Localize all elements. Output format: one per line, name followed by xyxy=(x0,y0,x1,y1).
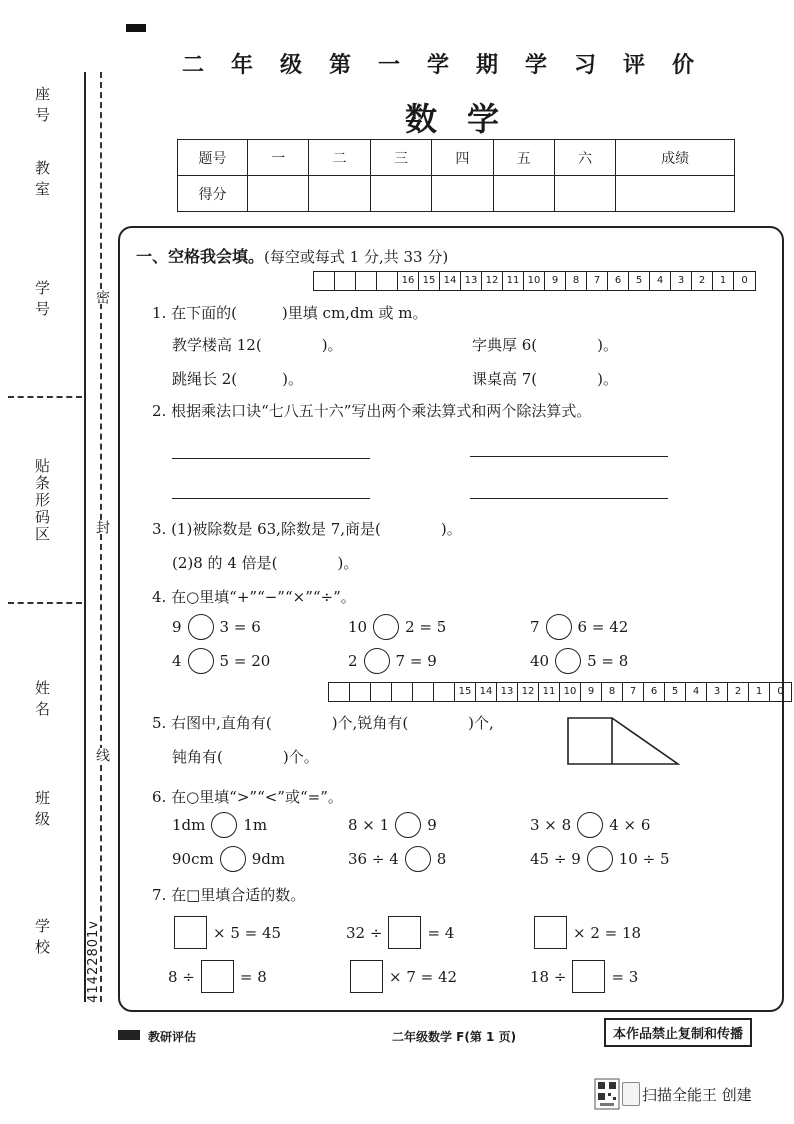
score-header-cell: 成绩 xyxy=(616,140,735,176)
qr-code-icon xyxy=(594,1078,620,1110)
answer-box[interactable] xyxy=(174,916,207,949)
q4-item xyxy=(172,648,270,674)
q6-right: 8 xyxy=(436,850,447,868)
q7-item xyxy=(346,916,454,949)
q6-left: 45 ÷ 9 xyxy=(530,850,581,868)
score-header-cell: 题号 xyxy=(178,140,248,176)
answer-line[interactable] xyxy=(470,456,668,457)
ruler-cell xyxy=(356,272,377,290)
q4-left: 4 xyxy=(172,652,182,670)
q6-left: 3 × 8 xyxy=(530,816,572,834)
compare-circle[interactable] xyxy=(220,846,246,872)
exam-title: 二年级第一学期学习评价 xyxy=(182,53,722,78)
q1-item-b: 字典厚 6( )。 xyxy=(472,336,619,354)
q6-item xyxy=(530,812,650,838)
score-header-cell: 四 xyxy=(432,140,493,176)
q6-item xyxy=(530,846,670,872)
seal-char-mi: 密 xyxy=(94,290,110,304)
q4-item xyxy=(348,648,437,674)
answer-box[interactable] xyxy=(350,960,383,993)
answer-box[interactable] xyxy=(388,916,421,949)
seal-char-feng: 封 xyxy=(94,520,110,534)
score-cell[interactable] xyxy=(493,176,554,212)
score-cell[interactable] xyxy=(309,176,370,212)
q6-item xyxy=(348,846,446,872)
ruler-cell: 4 xyxy=(650,272,671,290)
ruler-cell: 5 xyxy=(629,272,650,290)
q4-right: 5 = 8 xyxy=(587,652,629,670)
answer-box[interactable] xyxy=(201,960,234,993)
ruler-cell: 15 xyxy=(455,683,476,701)
q4-right: 6 = 42 xyxy=(577,618,629,636)
q6-right: 9dm xyxy=(251,850,286,868)
classroom-label: 教室 xyxy=(33,160,51,202)
footer-logo-mark xyxy=(118,1030,140,1040)
ruler-cell: 1 xyxy=(749,683,770,701)
margin-line-dashed xyxy=(100,72,102,1002)
q6-right: 10 ÷ 5 xyxy=(618,850,670,868)
ruler-cell: 14 xyxy=(476,683,497,701)
q7-right: = 3 xyxy=(611,967,639,986)
ruler-cell: 6 xyxy=(608,272,629,290)
compare-circle[interactable] xyxy=(587,846,613,872)
ruler-cell: 3 xyxy=(707,683,728,701)
q7-stem: 7. 在□里填合适的数。 xyxy=(152,886,306,904)
score-header-cell: 一 xyxy=(248,140,309,176)
compare-circle[interactable] xyxy=(211,812,237,838)
class-label: 班级 xyxy=(33,790,51,832)
ruler-cell: 2 xyxy=(692,272,713,290)
ruler-cell xyxy=(377,272,398,290)
answer-box[interactable] xyxy=(572,960,605,993)
q4-right: 7 = 9 xyxy=(395,652,437,670)
q7-right: × 5 = 45 xyxy=(213,923,282,942)
q1-item-d: 课桌高 7( )。 xyxy=(472,370,619,388)
ruler-cell: 2 xyxy=(728,683,749,701)
operator-circle[interactable] xyxy=(188,648,214,674)
q2-stem: 2. 根据乘法口诀“七八五十六”写出两个乘法算式和两个除法算式。 xyxy=(152,402,592,420)
q6-right: 1m xyxy=(243,816,268,834)
ruler-strip xyxy=(313,271,756,291)
score-cell[interactable] xyxy=(248,176,309,212)
name-label: 姓名 xyxy=(33,680,51,722)
ruler-cell: 16 xyxy=(398,272,419,290)
q3-part-2: (2)8 的 4 倍是( )。 xyxy=(172,554,359,572)
q5-line-2: 钝角有( )个。 xyxy=(172,748,319,766)
q6-item xyxy=(172,846,285,872)
operator-circle[interactable] xyxy=(373,614,399,640)
operator-circle[interactable] xyxy=(555,648,581,674)
ruler-cell xyxy=(329,683,350,701)
q4-right: 3 = 6 xyxy=(219,618,261,636)
serial-number: 41422801v xyxy=(86,920,101,1003)
footer-publisher: 教研评估 xyxy=(148,1030,197,1044)
ruler-cell: 10 xyxy=(560,683,581,701)
ruler-cell: 3 xyxy=(671,272,692,290)
score-row-label: 得分 xyxy=(178,176,248,212)
q4-stem: 4. 在○里填“+”“−”“×”“÷”。 xyxy=(152,588,356,606)
q7-left: 32 ÷ xyxy=(346,923,383,942)
score-header-cell: 六 xyxy=(554,140,615,176)
q6-left: 8 × 1 xyxy=(348,816,390,834)
ruler-cell: 9 xyxy=(545,272,566,290)
ruler-cell: 7 xyxy=(587,272,608,290)
seal-char-xian: 线 xyxy=(94,748,110,762)
q7-item xyxy=(174,916,281,949)
q6-right: 4 × 6 xyxy=(609,816,651,834)
q6-item xyxy=(172,812,267,838)
ruler-cell: 12 xyxy=(482,272,503,290)
q4-left: 2 xyxy=(348,652,358,670)
operator-circle[interactable] xyxy=(546,614,572,640)
q6-left: 90cm xyxy=(172,850,214,868)
margin-line-outer xyxy=(84,72,86,1002)
student-no-label: 学号 xyxy=(33,280,51,322)
q4-right: 2 = 5 xyxy=(405,618,447,636)
q4-right: 5 = 20 xyxy=(219,652,271,670)
q6-right: 9 xyxy=(427,816,437,834)
ruler-cell xyxy=(413,683,434,701)
ruler-cell xyxy=(350,683,371,701)
q3-part-1: 3. (1)被除数是 63,除数是 7,商是( )。 xyxy=(152,520,462,538)
score-cell[interactable] xyxy=(432,176,493,212)
ruler-cell: 6 xyxy=(644,683,665,701)
q7-right: = 8 xyxy=(239,967,267,986)
barcode-label: 贴条形码区 xyxy=(33,458,51,543)
score-header-cell: 五 xyxy=(493,140,554,176)
trapezoid-figure xyxy=(566,716,682,766)
copyright-notice: 本作品禁止复制和传播 xyxy=(604,1018,752,1047)
q4-item xyxy=(172,614,261,640)
section-heading xyxy=(136,244,448,267)
ruler-cell: 11 xyxy=(539,683,560,701)
q4-left: 7 xyxy=(530,618,540,636)
ruler-cell: 11 xyxy=(503,272,524,290)
ruler-cell: 8 xyxy=(602,683,623,701)
compare-circle[interactable] xyxy=(405,846,431,872)
q7-left: 8 ÷ xyxy=(168,967,195,986)
subject-title: 数学 xyxy=(405,100,530,138)
school-label: 学校 xyxy=(33,918,51,960)
ruler-cell xyxy=(314,272,335,290)
score-header-cell: 三 xyxy=(370,140,431,176)
q7-item xyxy=(534,916,641,949)
ruler-cell xyxy=(434,683,455,701)
footer-page-info: 二年级数学 F(第 1 页) xyxy=(392,1030,517,1044)
score-cell[interactable] xyxy=(554,176,615,212)
section-note: (每空或每式 1 分,共 33 分) xyxy=(264,248,449,266)
ruler-cell xyxy=(371,683,392,701)
trapezoid-outline xyxy=(568,718,678,764)
ruler-cell: 5 xyxy=(665,683,686,701)
q4-item xyxy=(348,614,446,640)
ruler-cell: 0 xyxy=(777,686,784,697)
q7-item xyxy=(350,960,457,993)
ruler-cell: 0 xyxy=(741,275,748,286)
q4-item xyxy=(530,648,628,674)
q4-left: 40 xyxy=(530,652,550,670)
operator-circle[interactable] xyxy=(364,648,390,674)
score-cell[interactable] xyxy=(370,176,431,212)
q5-line-1: 5. 右图中,直角有( )个,锐角有( )个, xyxy=(152,714,494,732)
score-cell[interactable] xyxy=(616,176,735,212)
q7-right: × 7 = 42 xyxy=(389,967,458,986)
q1-item-a: 教学楼高 12( )。 xyxy=(172,336,343,354)
q7-item xyxy=(530,960,638,993)
answer-box[interactable] xyxy=(534,916,567,949)
ruler-cell xyxy=(392,683,413,701)
q4-left: 10 xyxy=(348,618,368,636)
q4-item xyxy=(530,614,628,640)
section-title: 一、空格我会填。 xyxy=(136,247,265,266)
ruler-cell: 7 xyxy=(623,683,644,701)
ruler-strip xyxy=(328,682,792,702)
ruler-cell: 1 xyxy=(713,272,734,290)
q1-item-c: 跳绳长 2( )。 xyxy=(172,370,304,388)
q7-right: × 2 = 18 xyxy=(573,923,642,942)
compare-circle[interactable] xyxy=(395,812,421,838)
compare-circle[interactable] xyxy=(577,812,603,838)
ruler-cell: 14 xyxy=(440,272,461,290)
scanner-logo-icon xyxy=(622,1082,640,1106)
ruler-cell: 15 xyxy=(419,272,440,290)
score-header-cell: 二 xyxy=(309,140,370,176)
answer-line[interactable] xyxy=(172,498,370,499)
q1-stem: 1. 在下面的( )里填 cm,dm 或 m。 xyxy=(152,304,428,322)
answer-line[interactable] xyxy=(172,458,370,459)
ruler-cell: 4 xyxy=(686,683,707,701)
ruler-cell: 13 xyxy=(497,683,518,701)
answer-line[interactable] xyxy=(470,498,668,499)
q6-left: 1dm xyxy=(172,816,206,834)
q7-item xyxy=(168,960,267,993)
q6-item xyxy=(348,812,437,838)
ruler-cell xyxy=(335,272,356,290)
scanner-watermark: 扫描全能王 创建 xyxy=(642,1086,752,1104)
score-table xyxy=(177,139,735,212)
q7-right: = 4 xyxy=(427,923,455,942)
q6-stem: 6. 在○里填“>”“<”或“=”。 xyxy=(152,788,343,806)
ruler-cell: 9 xyxy=(581,683,602,701)
ruler-cell: 13 xyxy=(461,272,482,290)
q7-left: 18 ÷ xyxy=(530,967,567,986)
seat-label: 座号 xyxy=(33,86,51,128)
operator-circle[interactable] xyxy=(188,614,214,640)
q6-left: 36 ÷ 4 xyxy=(348,850,399,868)
ruler-cell: 12 xyxy=(518,683,539,701)
q4-left: 9 xyxy=(172,618,182,636)
ruler-cell: 8 xyxy=(566,272,587,290)
corner-mark xyxy=(126,24,146,32)
ruler-cell: 10 xyxy=(524,272,545,290)
